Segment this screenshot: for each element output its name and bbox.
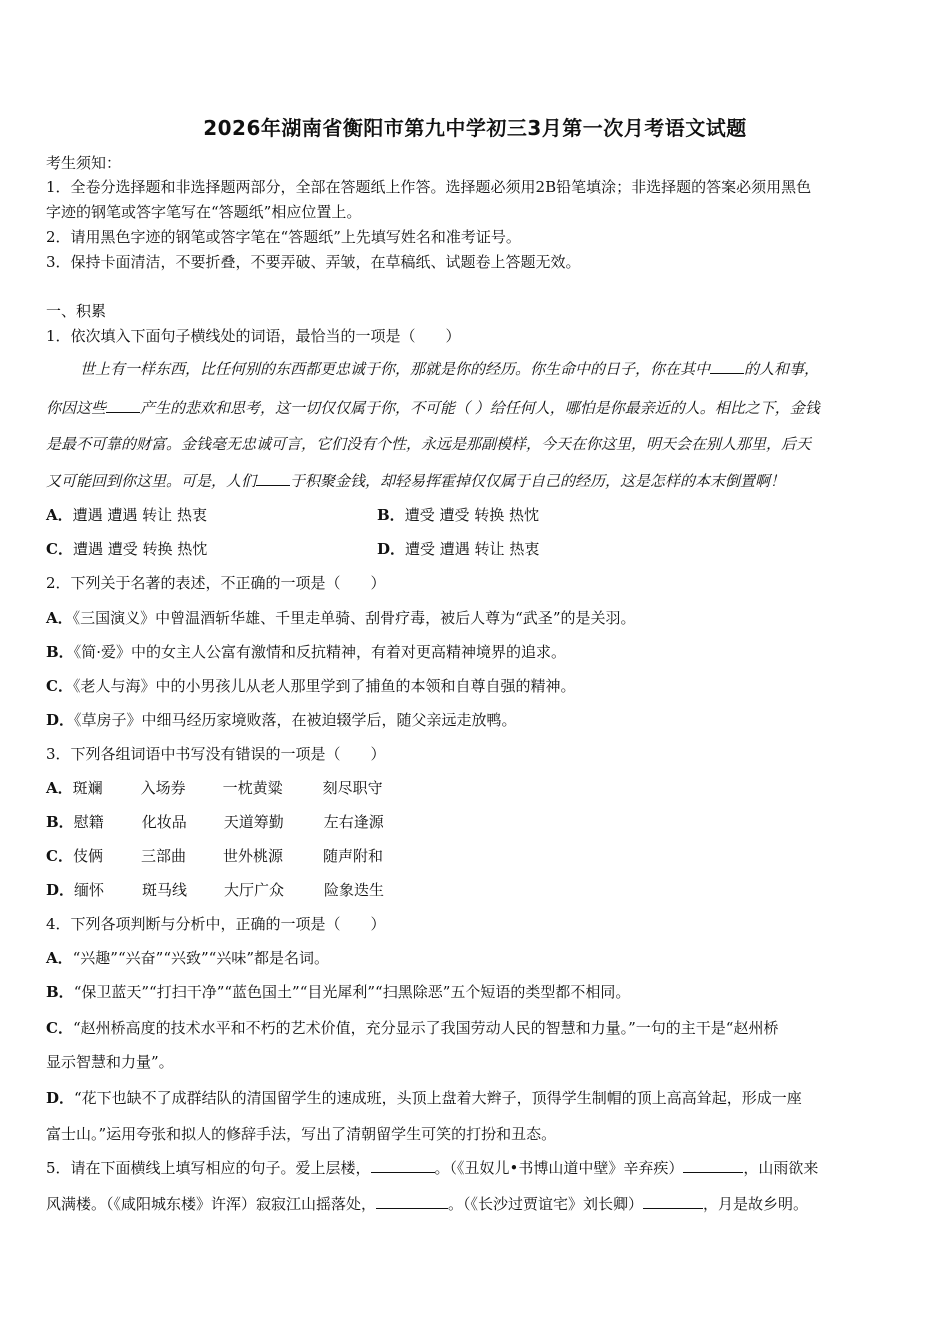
q1-option-c: C．遭遇 遭受 转换 热忱 [46, 540, 208, 558]
q4-option-b: B．“保卫蓝天”“打扫干净”“蓝色国土”“目光犀利”“扫黑除恶”五个短语的类型都不相同。 [46, 983, 631, 1001]
q1-passage-line: 又可能回到你这里。可是，人们 于积聚金钱，却轻易挥霍掉仅仅属于自己的经历，这是怎样的本末倒置啊！ [46, 472, 786, 490]
q2-option-d: D．《草房子》中细马经历家境败落，在被迫辍学后，随父亲远走放鸭。 [46, 711, 517, 729]
q3-option-c: C．伎俩 三部曲 世外桃源 随声附和 [46, 847, 383, 865]
q2-option-a: A．《三国演义》中曾温酒斩华雄、千里走单骑、刮骨疗毒，被后人尊为“武圣”的是关羽。 [46, 609, 636, 627]
q1-passage-line: 世上有一样东西，比任何别的东西都更忠诚于你，那就是你的经历。你生命中的日子，你在其中 的人和事， [80, 360, 820, 378]
q1-passage-line: 是最不可靠的财富。金钱毫无忠诚可言，它们没有个性，永远是那副模样，今天在你这里，明天会在别人那里，后天 [46, 435, 812, 453]
q4-option-a: A．“兴趣”“兴奋”“兴致”“兴味”都是名词。 [46, 949, 329, 967]
q1-option-a: A．遭遇 遭遇 转让 热衷 [46, 506, 207, 524]
notice-item: 2．请用黑色字迹的钢笔或答字笔在“答题纸”上先填写姓名和准考证号。 [46, 228, 521, 246]
q1-option-b: B．遭受 遭受 转换 热忱 [377, 506, 539, 524]
notice-item: 1．全卷分选择题和非选择题两部分，全部在答题纸上作答。选择题必须用2B铅笔填涂；非选择题的答案必须用黑色 [46, 178, 812, 196]
q1-stem: 1．依次填入下面句子横线处的词语，最恰当的一项是（ ） [46, 327, 461, 345]
notice-item: 3．保持卡面清洁，不要折叠，不要弄破、弄皱，在草稿纸、试题卷上答题无效。 [46, 253, 581, 271]
section-heading: 一、积累 [46, 302, 107, 320]
q3-option-a: A．斑斓 入场券 一枕黄粱 刻尽职守 [46, 779, 383, 797]
q3-option-d: D．缅怀 斑马线 大厅广众 险象迭生 [46, 881, 385, 899]
page-title: 2026年湖南省衡阳市第九中学初三3月第一次月考语文试题 [203, 116, 747, 140]
q3-option-b: B．慰籍 化妆品 天道筹勤 左右逢源 [46, 813, 384, 831]
q4-option-c-cont: 显示智慧和力量”。 [46, 1053, 174, 1071]
q4-option-d-cont: 富士山。”运用夸张和拟人的修辞手法，写出了清朝留学生可笑的打扮和丑态。 [46, 1125, 557, 1143]
answer-blank[interactable] [376, 1194, 448, 1209]
q5-line: 风满楼。（《咸阳城东楼》许浑）寂寂江山摇落处， 。（《长沙过贾谊宅》刘长卿） ，月是故乡明。 [46, 1195, 809, 1213]
q5-line: 5．请在下面横线上填写相应的句子。爱上层楼， 。（《丑奴儿•书博山道中壁》辛弃疾） ，山雨欲来 [46, 1159, 819, 1177]
answer-blank[interactable] [683, 1158, 743, 1173]
notice-heading: 考生须知： [46, 154, 122, 172]
q4-option-c: C．“赵州桥高度的技术水平和不朽的艺术价值，充分显示了我国劳动人民的智慧和力量。”一句的主干是“赵州桥 [46, 1019, 779, 1037]
q4-stem: 4．下列各项判断与分析中，正确的一项是（ ） [46, 915, 386, 933]
answer-blank[interactable] [371, 1158, 435, 1173]
q2-stem: 2．下列关于名著的表述，不正确的一项是（ ） [46, 574, 386, 592]
q1-passage-line: 你因这些 产生的悲欢和思考，这一切仅仅属于你，不可能（ ）给任何人，哪怕是你最亲近的人。相比之下，金钱 [46, 399, 820, 417]
q3-stem: 3．下列各组词语中书写没有错误的一项是（ ） [46, 745, 386, 763]
notice-item: 字迹的钢笔或答字笔写在“答题纸”相应位置上。 [46, 203, 362, 221]
answer-blank[interactable] [643, 1194, 703, 1209]
q1-option-d: D．遭受 遭遇 转让 热衷 [377, 540, 540, 558]
q2-option-c: C．《老人与海》中的小男孩儿从老人那里学到了捕鱼的本领和自尊自强的精神。 [46, 677, 576, 695]
q4-option-d: D．“花下也缺不了成群结队的清国留学生的速成班，头顶上盘着大辫子，顶得学生制帽的顶上高高耸起，形成一座 [46, 1089, 802, 1107]
q2-option-b: B．《简·爱》中的女主人公富有激情和反抗精神，有着对更高精神境界的追求。 [46, 643, 566, 661]
